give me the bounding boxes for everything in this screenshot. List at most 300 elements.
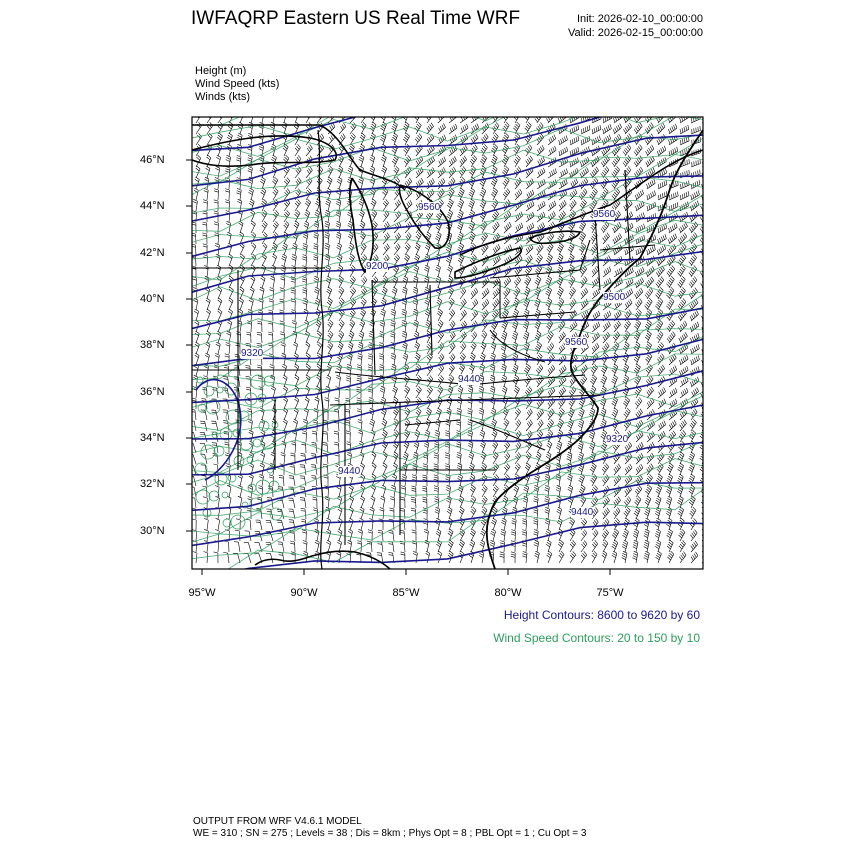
wind-barb (623, 353, 629, 365)
wind-barb (248, 133, 253, 145)
wind-barb (379, 331, 384, 343)
wind-barb (501, 529, 506, 541)
wind-barb (548, 146, 556, 156)
lat-label-36n: 36°N (140, 386, 165, 398)
wind-barb (394, 430, 399, 442)
wind-barb (448, 540, 453, 552)
wind-barb (502, 133, 508, 145)
wind-barb (645, 298, 653, 310)
wind-barb (327, 287, 332, 299)
wind-barb (260, 408, 264, 420)
wind-barb (700, 211, 708, 222)
wind-barb (390, 497, 394, 509)
wind-barb (262, 210, 267, 222)
wind-barb (227, 507, 231, 519)
wind-barb (206, 342, 210, 354)
wind-barb (302, 288, 307, 300)
wind-barb (537, 409, 544, 420)
wind-barb (207, 122, 213, 134)
wind-barb (515, 420, 521, 432)
wind-barb (326, 518, 331, 530)
wind-barb (644, 529, 649, 541)
wind-barb (251, 221, 256, 233)
wind-barb (334, 431, 339, 442)
wind-barb (691, 126, 700, 134)
wind-barb (647, 245, 656, 255)
wind-barb (225, 354, 229, 365)
wind-barb (612, 375, 618, 387)
wind-barb (292, 243, 297, 255)
wind-barb (536, 452, 541, 464)
wind-barb (471, 518, 476, 530)
wind-barb (691, 541, 698, 552)
wind-barb (612, 166, 620, 178)
wind-barb (337, 243, 342, 255)
wind-barb (612, 408, 618, 420)
wind-barb (680, 191, 689, 200)
wind-barb (337, 485, 342, 497)
wind-barb (614, 464, 621, 475)
wind-barb (537, 168, 545, 178)
wind-barb (481, 144, 488, 156)
wind-speed-contour-loop (197, 377, 203, 383)
wind-barb (246, 519, 251, 530)
wind-barb (635, 190, 644, 200)
wind-barb (229, 287, 233, 299)
wind-barb (358, 342, 363, 354)
wind-barb (556, 474, 561, 486)
wind-barb (438, 157, 446, 167)
wind-barb (568, 254, 574, 266)
wind-barb (283, 397, 287, 409)
wind-barb (289, 476, 295, 486)
wind-barb (438, 375, 444, 387)
wind-barb (438, 365, 444, 377)
wind-barb (623, 397, 629, 409)
wind-barb (534, 474, 539, 486)
wind-barb (655, 309, 662, 321)
wind-barb (326, 276, 331, 288)
wind-barb (612, 551, 617, 563)
wind-barb (346, 431, 350, 442)
wind-barb (657, 245, 666, 255)
wind-barb (603, 497, 610, 508)
wind-barb (614, 113, 623, 123)
wind-barb (590, 167, 598, 178)
wind-barb (460, 343, 466, 355)
height-contour-label: 9440 (458, 374, 481, 385)
wind-speed-contour-line (182, 31, 713, 110)
wind-barb (303, 243, 308, 255)
wind-barb (216, 254, 221, 266)
wind-barb (447, 397, 452, 409)
wind-barb (468, 419, 473, 431)
wind-barb (314, 232, 319, 244)
wind-barb (190, 421, 196, 431)
wind-barb (416, 386, 422, 398)
wind-barb (361, 485, 365, 497)
wind-barb (460, 145, 467, 156)
wind-barb (423, 497, 428, 508)
wind-barb (240, 287, 244, 299)
wind-barb (602, 519, 609, 531)
wind-barb (570, 168, 579, 178)
wind-barb (645, 485, 652, 497)
wind-barb (325, 232, 330, 244)
wind-barb (669, 354, 676, 365)
wind-barb (280, 321, 284, 332)
wind-barb (233, 553, 240, 563)
wind-barb (228, 254, 232, 266)
wind-barb (360, 496, 364, 508)
wind-barb (691, 159, 700, 167)
wind-barb (449, 124, 457, 134)
wind-barb (471, 124, 479, 135)
wind-barb (403, 133, 409, 145)
wind-barb (471, 288, 478, 299)
wind-barb (600, 397, 606, 409)
wind-barb (237, 199, 241, 211)
wind-barb (291, 288, 295, 299)
wind-barb (445, 453, 449, 464)
wind-barb (536, 254, 543, 266)
wind-barb (636, 431, 643, 442)
wind-barb (214, 189, 218, 200)
wind-barb (523, 331, 529, 343)
wind-barb (622, 551, 627, 563)
wind-barb (603, 233, 610, 244)
wind-barb (679, 332, 688, 343)
wind-barb (666, 518, 672, 530)
wind-barb (314, 518, 319, 530)
wind-barb (447, 265, 452, 277)
wind-barb (482, 299, 489, 310)
lat-label-34n: 34°N (140, 432, 165, 444)
wind-barb (645, 496, 651, 508)
wind-barb (570, 136, 579, 145)
wind-barb (391, 298, 396, 310)
wind-barb (338, 155, 343, 167)
wind-barb (349, 254, 354, 266)
wind-barb (559, 179, 567, 189)
wind-barb (359, 199, 364, 211)
wind-barb (360, 221, 365, 233)
wind-barb (493, 485, 498, 497)
wind-barb (260, 177, 265, 189)
wind-barb (369, 518, 373, 530)
wind-barb (645, 287, 653, 299)
wind-barb (315, 397, 320, 409)
wind-barb (193, 541, 197, 553)
wind-barb (491, 188, 497, 200)
wind-barb (338, 166, 343, 178)
wind-barb (195, 177, 200, 189)
wind-barb (657, 453, 664, 465)
wind-barb (317, 331, 322, 343)
wind-barb (339, 287, 344, 299)
wind-barb (350, 265, 355, 277)
wind-barb (546, 265, 552, 277)
wind-barb (435, 507, 440, 519)
wind-barb (273, 221, 279, 233)
wind-barb (415, 243, 420, 255)
wind-barb (304, 320, 308, 332)
wind-barb (548, 409, 555, 420)
wind-barb (537, 244, 544, 255)
wind-barb (548, 365, 555, 376)
wind-barb (200, 421, 207, 431)
wind-barb (292, 254, 297, 266)
wind-barb (581, 277, 588, 288)
wind-barb (328, 342, 333, 354)
wind-barb (578, 419, 584, 431)
wind-barb (203, 211, 207, 222)
wind-barb (348, 529, 352, 541)
wind-barb (193, 552, 197, 564)
wind-barb (402, 309, 407, 321)
wind-barb (201, 475, 207, 486)
wind-barb (646, 474, 653, 486)
wind-barb (227, 496, 231, 508)
wind-barb (369, 408, 374, 420)
wind-barb (404, 386, 409, 398)
wind-barb (390, 331, 395, 343)
wind-barb (260, 463, 265, 475)
wind-barb (479, 551, 484, 563)
wind-barb (691, 355, 700, 365)
wind-barb (413, 298, 418, 310)
wind-barb (306, 386, 310, 398)
wind-barb (545, 463, 550, 475)
wind-barb (690, 322, 699, 332)
wind-barb (689, 430, 695, 442)
wind-barb (350, 276, 356, 288)
wind-barb (280, 299, 285, 310)
wind-barb (306, 342, 310, 354)
wind-barb (468, 386, 473, 398)
wind-barb (414, 441, 419, 453)
wind-barb (537, 420, 543, 431)
wind-barb (471, 310, 478, 321)
wind-barb (213, 453, 218, 464)
wind-barb (689, 474, 695, 486)
wind-barb (383, 211, 389, 223)
wind-barb (471, 299, 478, 310)
wind-barb (268, 310, 273, 321)
wind-barb (306, 145, 312, 156)
wind-speed-contour-line (182, 374, 713, 455)
wind-barb (357, 541, 361, 552)
wind-barb (400, 541, 405, 552)
wind-barb (689, 233, 697, 245)
wind-barb (470, 155, 477, 167)
wind-barb (644, 518, 650, 530)
wind-barb (666, 298, 674, 310)
height-contour-label: 9440 (338, 466, 361, 477)
wind-barb (403, 364, 408, 376)
wind-barb (326, 529, 331, 541)
wind-barb (313, 497, 318, 508)
wind-barb (482, 288, 489, 299)
wind-barb (281, 342, 285, 354)
wind-barb (393, 408, 398, 420)
wind-barb (315, 210, 320, 222)
wind-barb (470, 353, 475, 365)
wind-barb (218, 298, 222, 310)
wind-barb (370, 166, 375, 178)
wind-speed-contour-line (182, 481, 713, 560)
wind-barb (278, 542, 284, 552)
wind-barb (460, 124, 468, 134)
wind-barb (591, 485, 598, 497)
wind-barb (226, 342, 230, 354)
wind-barb (569, 287, 576, 299)
wind-speed-contour-line (182, 46, 713, 140)
wind-speed-contour-line (182, 87, 713, 176)
wind-barb (203, 255, 207, 266)
wind-barb (502, 507, 507, 519)
wind-barb (669, 399, 677, 409)
wind-barb (206, 331, 211, 343)
wind-barb (480, 155, 486, 167)
wind-barb (678, 463, 684, 475)
wind-barb (657, 123, 665, 134)
wind-barb (434, 453, 438, 464)
wind-barb (403, 452, 408, 464)
wind-barb (238, 474, 242, 486)
wind-barb (525, 145, 532, 157)
wind-barb (402, 342, 407, 354)
wind-barb (368, 354, 373, 365)
wind-barb (581, 299, 588, 310)
wind-barb (602, 551, 607, 563)
wind-barb (411, 508, 416, 519)
wind-barb (328, 353, 332, 365)
wind-barb (512, 320, 518, 332)
wind-barb (284, 210, 290, 222)
wind-barb (249, 298, 254, 310)
wind-barb (656, 474, 662, 486)
wind-barb (281, 452, 285, 464)
height-contour-label: 9500 (603, 292, 626, 303)
wind-barb (635, 496, 642, 508)
wind-barb (427, 167, 435, 178)
wind-barb (380, 320, 385, 332)
wind-barb (412, 541, 416, 552)
wind-barb (401, 486, 405, 497)
wind-speed-contour-loop (209, 491, 219, 501)
wind-barb (515, 212, 523, 222)
wind-barb (669, 388, 677, 398)
wind-barb (457, 452, 462, 464)
wind-barb (470, 529, 475, 541)
wind-barb (624, 408, 631, 420)
height-contour-line (182, 522, 713, 583)
wind-barb (304, 408, 309, 420)
wind-barb (427, 178, 434, 189)
wind-barb (294, 408, 298, 420)
wind-barb (625, 289, 633, 300)
wind-barb (393, 452, 398, 464)
wind-barb (372, 452, 376, 464)
wind-barb (700, 243, 708, 255)
lon-label-80w: 80°W (494, 587, 522, 599)
wind-barb (217, 331, 222, 343)
wind-barb (603, 267, 611, 277)
wind-barb (701, 376, 710, 387)
wind-speed-contour-loop (222, 492, 228, 498)
wind-barb (424, 265, 429, 277)
wind-barb (514, 155, 521, 167)
wind-barb (404, 375, 409, 387)
wind-barb (678, 287, 686, 299)
wind-barb (655, 540, 661, 552)
wind-barb (261, 188, 266, 200)
wind-barb (383, 233, 390, 244)
wind-barb (434, 486, 439, 497)
wind-barb (603, 114, 612, 123)
wind-barb (460, 310, 467, 321)
wind-barb (678, 276, 686, 288)
wind-barb (392, 144, 398, 156)
wind-barb (546, 287, 552, 299)
wind-barb (404, 441, 409, 453)
wind-barb (271, 155, 276, 167)
wind-barb (326, 375, 331, 387)
legend-height: Height (m) (195, 65, 247, 77)
model-footer-title: OUTPUT FROM WRF V4.6.1 MODEL (193, 816, 362, 827)
wind-barb (468, 408, 473, 420)
wind-barb (234, 542, 240, 552)
wind-barb (204, 188, 209, 200)
wind-barb (246, 332, 251, 343)
wind-barb (526, 255, 533, 266)
wind-barb (657, 342, 664, 354)
lat-label-42n: 42°N (140, 247, 165, 259)
wind-barb (535, 342, 541, 354)
wind-barb (426, 408, 431, 420)
wind-barb (471, 342, 476, 354)
wind-barb (445, 442, 450, 453)
wind-barb (511, 552, 515, 563)
wind-barb (470, 485, 475, 497)
wind-barb (613, 508, 620, 520)
wind-barb (493, 222, 500, 233)
wind-barb (460, 299, 466, 310)
wind-barb (491, 177, 497, 189)
wind-barb (194, 298, 198, 310)
wind-barb (623, 529, 629, 541)
wind-barb (457, 397, 462, 409)
wind-barb (570, 189, 577, 200)
wind-barb (491, 144, 497, 156)
wind-barb (589, 441, 595, 453)
wind-barb (196, 122, 202, 134)
wind-barb (283, 419, 287, 431)
wind-barb (635, 288, 643, 299)
wind-barb (288, 498, 295, 508)
wind-barb (204, 540, 208, 552)
height-contour-label: 9560 (593, 209, 616, 220)
wind-barb (195, 342, 200, 354)
wind-barb (522, 519, 527, 530)
wind-barb (679, 529, 685, 541)
wind-barb (380, 309, 385, 321)
wind-barb (634, 145, 642, 157)
wind-barb (279, 475, 284, 486)
wind-barb (592, 551, 597, 563)
wind-barb (268, 486, 273, 497)
